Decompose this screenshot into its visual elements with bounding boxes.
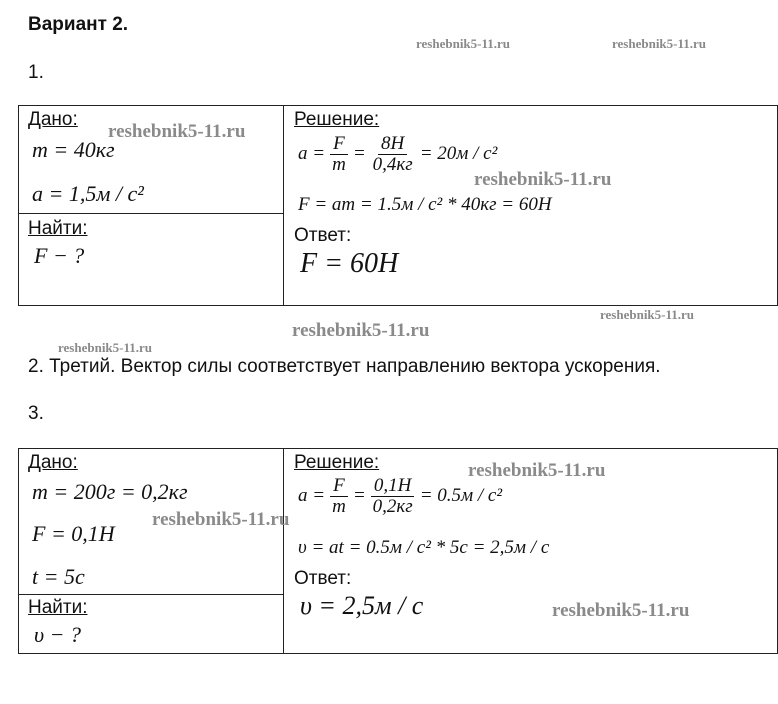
task3-answer-label: Ответ: bbox=[294, 568, 352, 589]
fraction bbox=[370, 476, 416, 517]
watermark: reshebnik5-11.ru bbox=[58, 340, 153, 355]
task3-solution-label: Решение: bbox=[294, 452, 380, 473]
task1-solution-label: Решение: bbox=[294, 109, 380, 130]
task1-given-label: Дано: bbox=[28, 109, 78, 130]
task1-find: F − ? bbox=[34, 243, 85, 268]
task1-given-mass: m = 40кг bbox=[32, 137, 115, 162]
fraction-numerator: F bbox=[330, 134, 348, 155]
eq-sign: = bbox=[352, 485, 366, 507]
fraction-numerator: 8Н bbox=[378, 134, 407, 155]
eq-lhs: a = bbox=[298, 143, 326, 165]
task3-given-mass: m = 200г = 0,2кг bbox=[32, 479, 188, 504]
watermark: reshebnik5-11.ru bbox=[108, 121, 246, 142]
task3-given-divider bbox=[18, 594, 283, 595]
task1-given-divider bbox=[18, 213, 283, 214]
watermark: reshebnik5-11.ru bbox=[292, 320, 430, 341]
fraction-denominator: m bbox=[332, 153, 346, 175]
task1-given-acceleration: a = 1,5м / с² bbox=[32, 181, 144, 206]
task1-number: 1. bbox=[28, 62, 44, 83]
page-title: Вариант 2. bbox=[28, 14, 129, 35]
fraction-denominator: m bbox=[332, 495, 346, 517]
task3-equation-1 bbox=[298, 476, 502, 517]
task3-divider bbox=[283, 448, 284, 654]
task3-equation-2: υ = at = 0.5м / с² * 5с = 2,5м / с bbox=[298, 537, 550, 558]
fraction bbox=[329, 476, 349, 517]
task3-answer: υ = 2,5м / с bbox=[300, 591, 424, 620]
watermark: reshebnik5-11.ru bbox=[600, 307, 695, 322]
eq-rhs: = 20м / с² bbox=[419, 143, 498, 165]
fraction-numerator: 0,1Н bbox=[371, 476, 414, 497]
task3-number: 3. bbox=[28, 403, 44, 424]
task1-answer-label: Ответ: bbox=[294, 225, 352, 246]
watermark: reshebnik5-11.ru bbox=[474, 169, 612, 190]
fraction-denominator: 0,2кг bbox=[372, 495, 413, 517]
eq-lhs: a = bbox=[298, 485, 326, 507]
task3-given-label: Дано: bbox=[28, 452, 78, 473]
task1-divider bbox=[283, 105, 284, 306]
task3-given-time: t = 5с bbox=[32, 564, 85, 589]
eq-rhs: = 0.5м / с² bbox=[419, 485, 503, 507]
watermark: reshebnik5-11.ru bbox=[152, 509, 290, 530]
task1-equation-2: F = am = 1.5м / с² * 40кг = 60Н bbox=[298, 194, 552, 215]
watermark: reshebnik5-11.ru bbox=[612, 36, 707, 51]
task3-find: υ − ? bbox=[34, 622, 81, 647]
task3-find-label: Найти: bbox=[28, 597, 88, 618]
task2-text: 2. Третий. Вектор силы соответствует направлению вектора ускорения. bbox=[28, 356, 661, 377]
watermark: reshebnik5-11.ru bbox=[552, 600, 690, 621]
fraction-denominator: 0,4кг bbox=[372, 153, 413, 175]
fraction bbox=[370, 134, 416, 175]
task1-answer: F = 60Н bbox=[300, 248, 399, 279]
watermark: reshebnik5-11.ru bbox=[468, 460, 606, 481]
task1-find-label: Найти: bbox=[28, 218, 88, 239]
task1-equation-1 bbox=[298, 134, 497, 175]
task3-given-force: F = 0,1Н bbox=[32, 521, 115, 546]
watermark: reshebnik5-11.ru bbox=[416, 36, 511, 51]
fraction bbox=[329, 134, 349, 175]
fraction-numerator: F bbox=[330, 476, 348, 497]
eq-sign: = bbox=[352, 143, 366, 165]
